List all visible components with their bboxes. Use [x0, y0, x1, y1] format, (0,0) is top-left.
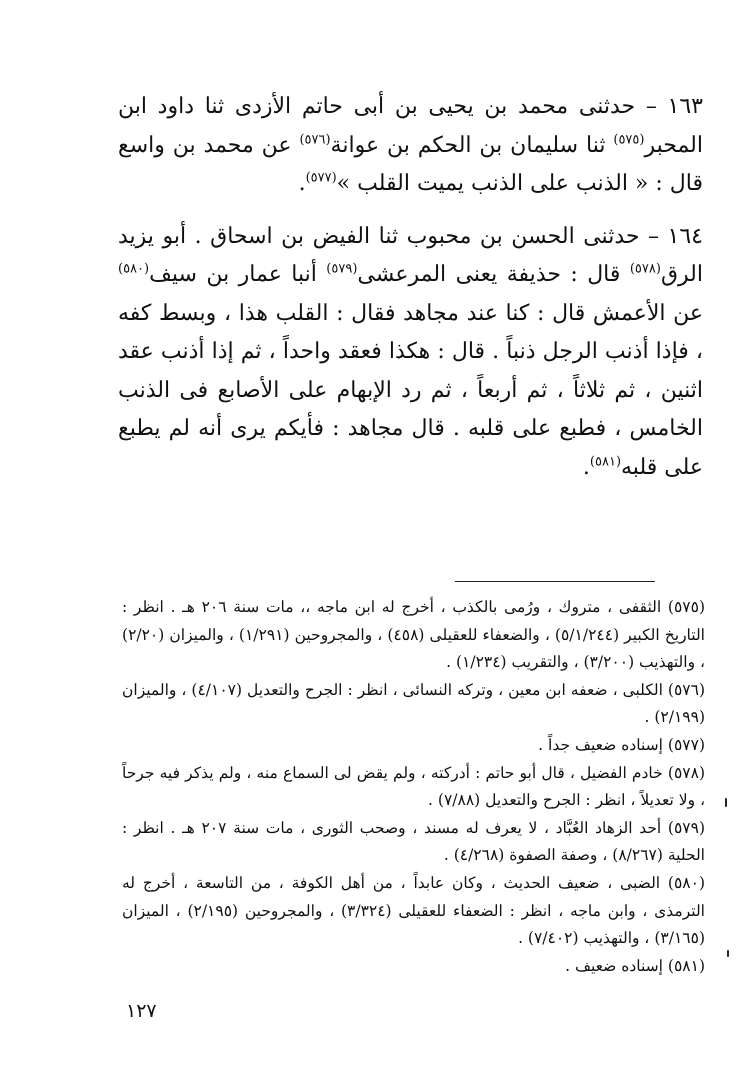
text-run: ١٦٤ – حدثنى الحسن بن محبوب ثنا الفيض بن اسحاق . أبو يزيد الرق [118, 223, 703, 287]
text-run: . [298, 171, 306, 196]
text-run: عن محمد بن واسع قال : « الذنب على الذنب يميت القلب » [118, 132, 703, 196]
text-run: عن الأعمش قال : كنا عند مجاهد فقال : القلب هذا ، وبسط كفه ، فإذا أذنب الرجل ذنباً . قال : هكذا فعقد واحداً ، ثم إذا أذنب عقد اثنين ، ثم ثلاثاً ، ثم أربعاً ، ثم رد الإبهام على الأصابع فى الذنب الخامس ، فطبع على قلبه . قال مجاهد : فأيكم يرى أنه لم يطبع على قلبه [118, 300, 703, 480]
footnotes-list [122, 594, 705, 980]
page-number: ١٢٧ [126, 1000, 157, 1022]
footnote-577: (٥٧٧) إسناده ضعيف جداً . [538, 735, 705, 754]
footnote-ref: (٥٧٧) [305, 170, 337, 186]
footnote-ref: (٥٧٨) [629, 261, 661, 277]
footnote-ref: (٥٨٠) [118, 261, 150, 277]
footnote-ref: (٥٧٩) [326, 261, 358, 277]
footnote-575: (٥٧٥) الثقفى ، متروك ، ورُمى بالكذب ، أخرج له ابن ماجه ،، مات سنة ٢٠٦ هـ . انظر : التاريخ الكبير (٥/١/٢٤٤) ، والضعفاء للعقيلى (٤٥٨) ، والمجروحين (١/٢٩١) ، والميزان (٢/٢٠) ، والتهذيب (٣/٢٠٠) ، والتقريب (١/٢٣٤) . [122, 598, 705, 672]
main-text [118, 88, 703, 487]
hadith-164 [118, 218, 703, 488]
text-run: ثنا سليمان بن الحكم بن عوانة [330, 132, 614, 158]
footnote-separator [455, 581, 655, 582]
footnote-ref: (٥٧٦) [299, 132, 331, 148]
text-run: أنبا عمار بن سيف [149, 262, 327, 287]
footnote-580: (٥٨٠) الضبى ، ضعيف الحديث ، وكان عابداً ، من أهل الكوفة ، من التاسعة ، أخرج له الترمذى ، وابن ماجه ، انظر : الضعفاء للعقيلى (٣/٣٢٤) ، والمجروحين (٢/١٩٥) ، الميزان (٣/١٦٥) ، والتهذيب (٧/٤٠٢) . [122, 873, 705, 948]
text-run: . [582, 454, 590, 480]
scan-speck [727, 950, 729, 957]
footnote-ref: (٥٧٥) [613, 132, 645, 148]
hadith-163 [118, 88, 703, 204]
footnote-579: (٥٧٩) أحد الزهاد العُبَّاد ، لا يعرف له مسند ، وصحب الثورى ، مات سنة ٢٠٧ هـ . انظر : الحلية (٨/٢٦٧) ، وصفة الصفوة (٤/٢٦٨) . [122, 818, 705, 865]
footnote-576: (٥٧٦) الكلبى ، ضعفه ابن معين ، وتركه النسائى ، انظر : الجرح والتعديل (٤/١٠٧) ، والميزان (٢/١٩٩) . [122, 680, 705, 727]
scan-speck [725, 798, 727, 807]
text-run: ١٦٣ – حدثنى محمد بن يحيى بن أبى حاتم الأزدى ثنا داود ابن المحبر [118, 94, 703, 158]
footnote-578: (٥٧٨) خادم الفضيل ، قال أبو حاتم : أدركته ، ولم يقض لى السماع منه ، ولم يذكر فيه جرحاً ، ولا تعديلاً ، انظر : الجرح والتعديل (٧/٨٨) . [122, 763, 705, 810]
text-run: قال : حذيفة يعنى المرعشى [357, 262, 630, 287]
footnote-581: (٥٨١) إسناده ضعيف . [565, 956, 705, 975]
footnote-ref: (٥٨١) [589, 454, 622, 470]
